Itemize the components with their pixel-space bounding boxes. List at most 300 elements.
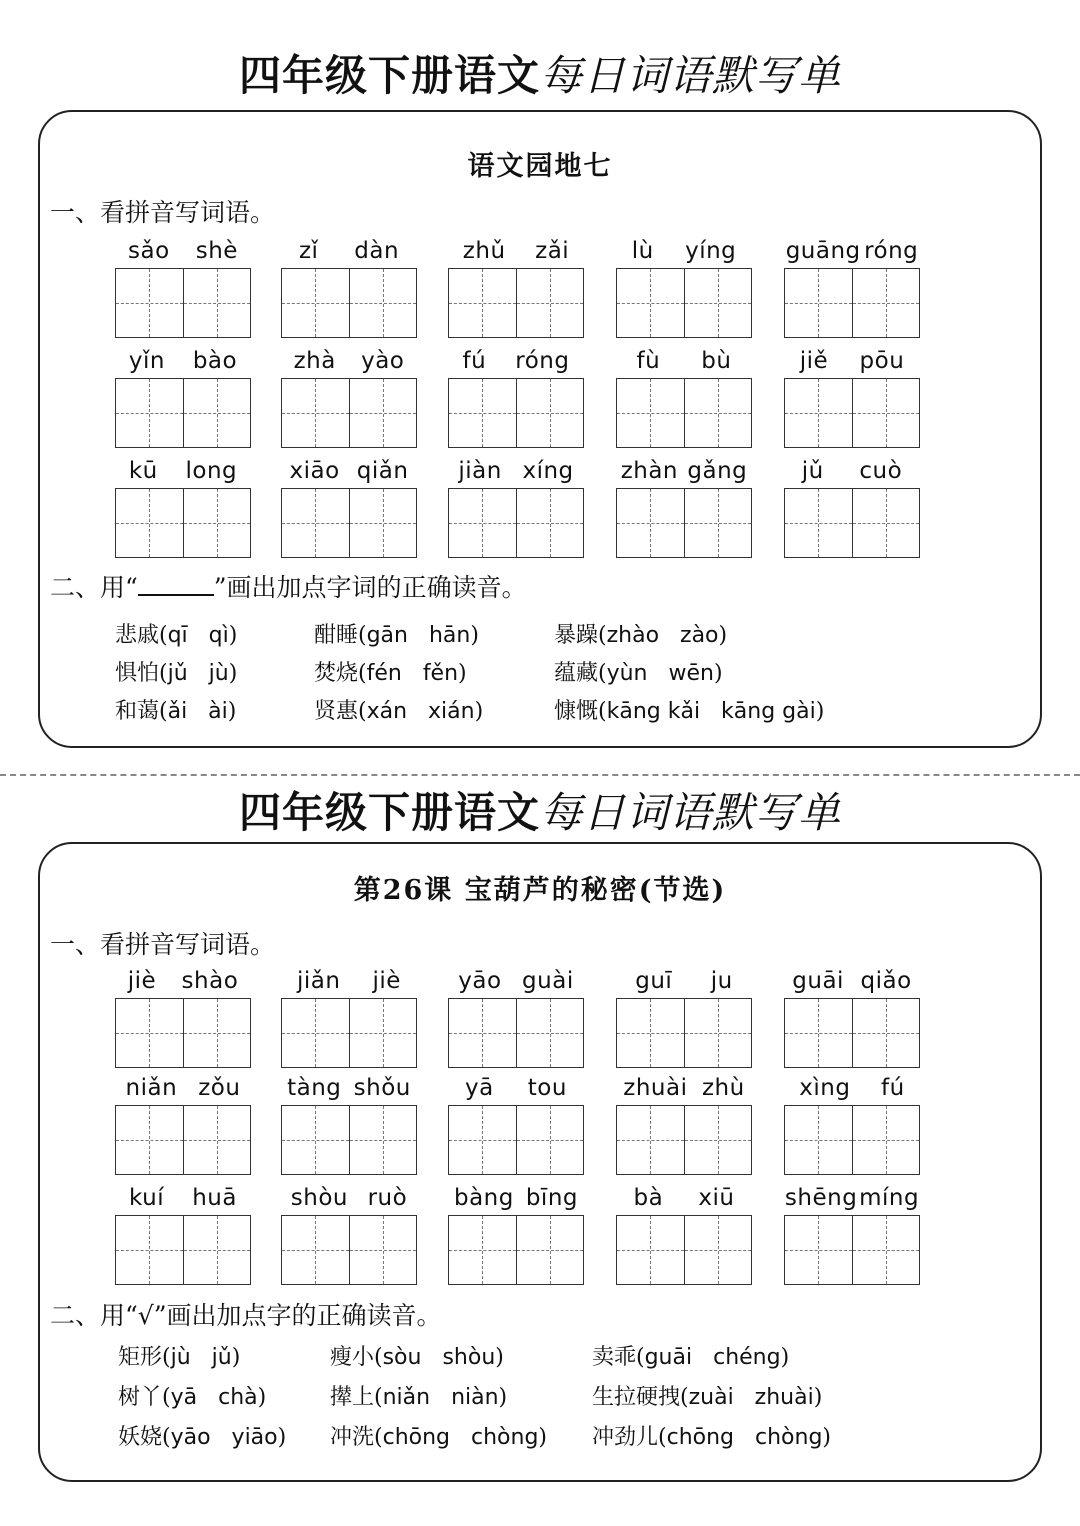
writing-grid[interactable] xyxy=(281,1105,417,1175)
closing-paren: ) xyxy=(228,661,238,686)
pinyin-syllable: yào xyxy=(361,348,405,374)
tianzige-cell[interactable] xyxy=(852,379,920,447)
closing-paren: ) xyxy=(277,1425,287,1450)
writing-grid[interactable] xyxy=(616,268,752,338)
dotted-word: 生拉硬拽( xyxy=(592,1385,689,1410)
reading-choice xyxy=(554,694,824,725)
tianzige-cell[interactable] xyxy=(349,269,417,337)
tianzige-cell[interactable] xyxy=(183,1106,251,1174)
pinyin-label xyxy=(616,238,752,268)
pinyin-syllable: yǐn xyxy=(128,348,165,374)
tianzige-cell[interactable] xyxy=(183,379,251,447)
pinyin-syllable: shào xyxy=(181,968,239,994)
pinyin-label xyxy=(616,348,752,378)
writing-grid[interactable] xyxy=(281,488,417,558)
pinyin-syllable: shēng xyxy=(784,1185,858,1211)
tianzige-cell[interactable] xyxy=(684,1216,752,1284)
reading-option[interactable]: zào xyxy=(680,623,719,648)
section-1-heading: 一、看拼音写词语。 xyxy=(50,930,276,959)
reading-option[interactable]: jǔ xyxy=(167,661,188,686)
pinyin-word-box xyxy=(281,458,417,558)
tianzige-cell[interactable] xyxy=(516,269,584,337)
reading-option[interactable]: jù xyxy=(208,661,229,686)
dotted-word: 酣睡( xyxy=(314,623,367,648)
reading-option[interactable]: jù xyxy=(170,1345,191,1370)
tianzige-cell[interactable] xyxy=(785,999,852,1067)
dotted-word: 焚烧( xyxy=(314,661,367,686)
pinyin-word-box xyxy=(784,968,920,1068)
tianzige-cell[interactable] xyxy=(516,489,584,557)
reading-choice xyxy=(592,1340,789,1371)
pinyin-word-box xyxy=(784,1185,920,1285)
title-part-a: 四年级下册语文 xyxy=(238,51,540,100)
reading-choice xyxy=(314,656,467,687)
tianzige-cell[interactable] xyxy=(852,999,920,1067)
closing-paren: ) xyxy=(813,1385,823,1410)
section-2-heading xyxy=(50,568,527,604)
page-title xyxy=(0,51,1080,100)
pinyin-word-box xyxy=(281,1185,417,1285)
pinyin-syllable: míng xyxy=(859,1185,920,1211)
tianzige-cell[interactable] xyxy=(282,999,349,1067)
pinyin-syllable: pōu xyxy=(859,348,905,374)
pinyin-syllable: sǎo xyxy=(128,238,170,264)
tianzige-cell[interactable] xyxy=(183,269,251,337)
pinyin-syllable: zhù xyxy=(701,1075,745,1101)
pinyin-syllable: fú xyxy=(462,348,487,374)
tianzige-cell[interactable] xyxy=(449,269,516,337)
tianzige-cell[interactable] xyxy=(617,269,684,337)
reading-choice xyxy=(592,1380,822,1411)
reading-option[interactable]: fěn xyxy=(422,661,459,686)
writing-grid[interactable] xyxy=(448,488,584,558)
dotted-word: 树丫( xyxy=(118,1385,171,1410)
pinyin-label xyxy=(448,348,584,378)
tianzige-cell[interactable] xyxy=(785,269,852,337)
pinyin-syllable: yāo xyxy=(458,968,502,994)
tianzige-cell[interactable] xyxy=(617,379,684,447)
reading-option[interactable]: chòng xyxy=(755,1425,823,1450)
pinyin-syllable: zǎi xyxy=(535,238,570,264)
reading-option[interactable]: shòu xyxy=(442,1345,496,1370)
closing-paren: ) xyxy=(498,1385,508,1410)
tianzige-cell[interactable] xyxy=(449,999,516,1067)
tianzige-cell[interactable] xyxy=(116,269,183,337)
reading-option[interactable]: niǎn xyxy=(382,1385,431,1410)
lesson-title: 语文园地七 xyxy=(467,151,613,182)
tianzige-cell[interactable] xyxy=(282,379,349,447)
pinyin-syllable: kū xyxy=(128,458,158,484)
pinyin-word-box xyxy=(616,1185,752,1285)
tianzige-cell[interactable] xyxy=(785,1216,852,1284)
reading-option[interactable]: chōng xyxy=(666,1425,735,1450)
reading-option[interactable]: yāo xyxy=(170,1425,211,1450)
reading-choice xyxy=(115,656,237,687)
tianzige-cell[interactable] xyxy=(617,1216,684,1284)
section-2-suffix: ”画出加点字词的正确读音。 xyxy=(213,573,527,602)
pinyin-syllable: xíng xyxy=(522,458,574,484)
writing-grid[interactable] xyxy=(616,1105,752,1175)
closing-paren: ) xyxy=(495,1345,504,1370)
pinyin-syllable: ruò xyxy=(367,1185,408,1211)
dotted-word: 贤惠( xyxy=(314,699,367,724)
reading-option[interactable]: zuài xyxy=(688,1385,734,1410)
reading-option[interactable]: gān xyxy=(366,623,408,648)
closing-paren: ) xyxy=(780,1345,790,1370)
pinyin-word-box xyxy=(784,1075,920,1175)
writing-grid[interactable] xyxy=(281,1215,417,1285)
tianzige-cell[interactable] xyxy=(684,379,752,447)
tianzige-cell[interactable] xyxy=(349,1216,417,1284)
writing-grid[interactable] xyxy=(448,268,584,338)
pinyin-word-box xyxy=(616,968,752,1068)
tianzige-cell[interactable] xyxy=(852,489,920,557)
dotted-word: 惧怕( xyxy=(115,661,168,686)
dotted-word: 慷慨( xyxy=(554,699,607,724)
pinyin-label xyxy=(784,238,920,268)
writing-grid[interactable] xyxy=(784,488,920,558)
pinyin-word-box xyxy=(616,458,752,558)
reading-choice xyxy=(118,1420,286,1451)
tianzige-cell[interactable] xyxy=(684,999,752,1067)
writing-grid[interactable] xyxy=(616,1215,752,1285)
pinyin-word-box xyxy=(115,1185,251,1285)
writing-grid[interactable] xyxy=(115,488,251,558)
pinyin-syllable: qiǎo xyxy=(860,968,912,994)
tianzige-cell[interactable] xyxy=(116,1216,183,1284)
writing-grid[interactable] xyxy=(616,378,752,448)
pinyin-label xyxy=(448,238,584,268)
pinyin-syllable: lù xyxy=(631,238,654,264)
writing-grid[interactable] xyxy=(115,268,251,338)
writing-grid[interactable] xyxy=(115,1215,251,1285)
reading-option[interactable]: ài xyxy=(208,699,228,724)
tianzige-cell[interactable] xyxy=(852,269,920,337)
pinyin-label xyxy=(115,1185,251,1215)
reading-option[interactable]: chéng xyxy=(713,1345,781,1370)
dotted-word: 暴躁( xyxy=(554,623,607,648)
writing-grid[interactable] xyxy=(448,1105,584,1175)
tianzige-cell[interactable] xyxy=(282,1216,349,1284)
tianzige-cell[interactable] xyxy=(449,489,516,557)
writing-grid[interactable] xyxy=(784,378,920,448)
cut-line-divider xyxy=(0,774,1080,776)
tianzige-cell[interactable] xyxy=(116,999,183,1067)
reading-option[interactable]: niàn xyxy=(451,1385,499,1410)
tianzige-cell[interactable] xyxy=(785,489,852,557)
pinyin-label xyxy=(115,348,251,378)
pinyin-word-box xyxy=(448,968,584,1068)
reading-option[interactable]: ǎi xyxy=(167,699,188,724)
dotted-word: 妖娆( xyxy=(118,1425,171,1450)
closing-paren: ) xyxy=(231,1345,241,1370)
closing-paren: ) xyxy=(227,699,237,724)
tianzige-cell[interactable] xyxy=(349,1106,417,1174)
pinyin-word-box xyxy=(448,1185,584,1285)
pinyin-label xyxy=(281,458,417,488)
tianzige-cell[interactable] xyxy=(183,999,251,1067)
reading-option[interactable]: guāi xyxy=(644,1345,693,1370)
pinyin-label xyxy=(115,238,251,268)
reading-option[interactable]: yùn xyxy=(606,661,648,686)
tianzige-cell[interactable] xyxy=(852,1106,920,1174)
pinyin-syllable: fù xyxy=(636,348,661,374)
tianzige-cell[interactable] xyxy=(349,489,417,557)
reading-option[interactable]: zhuài xyxy=(754,1385,814,1410)
reading-option[interactable]: yā xyxy=(170,1385,198,1410)
pinyin-syllable: yíng xyxy=(685,238,737,264)
pinyin-word-box xyxy=(616,238,752,338)
tianzige-cell[interactable] xyxy=(684,489,752,557)
dotted-word: 蕴藏( xyxy=(554,661,607,686)
writing-grid[interactable] xyxy=(448,998,584,1068)
tianzige-cell[interactable] xyxy=(116,489,183,557)
title-part-b: 每日词语默写单 xyxy=(540,788,842,837)
pinyin-word-box xyxy=(115,238,251,338)
pinyin-word-box xyxy=(281,1075,417,1175)
writing-grid[interactable] xyxy=(448,378,584,448)
reading-option[interactable]: qì xyxy=(208,623,229,648)
pinyin-label xyxy=(616,968,752,998)
pinyin-syllable: niǎn xyxy=(125,1075,178,1101)
reading-option[interactable]: yiāo xyxy=(231,1425,278,1450)
pinyin-label xyxy=(784,458,920,488)
tianzige-cell[interactable] xyxy=(516,999,584,1067)
pinyin-syllable: jiàn xyxy=(458,458,502,484)
reading-option[interactable]: chōng xyxy=(382,1425,451,1450)
pinyin-label xyxy=(784,968,920,998)
reading-option[interactable]: hān xyxy=(428,623,471,648)
section-1-heading: 一、看拼音写词语。 xyxy=(50,198,276,227)
pinyin-syllable: xiāo xyxy=(289,458,340,484)
pinyin-syllable: long xyxy=(185,458,238,484)
dotted-word: 悲戚( xyxy=(115,623,168,648)
tianzige-cell[interactable] xyxy=(617,1106,684,1174)
pinyin-label xyxy=(281,968,417,998)
writing-grid[interactable] xyxy=(115,1105,251,1175)
closing-paren: ) xyxy=(474,699,484,724)
closing-paren: ) xyxy=(815,699,825,724)
reading-option[interactable]: xián xyxy=(428,699,475,724)
dotted-word: 瘦小( xyxy=(330,1345,383,1370)
pinyin-syllable: bīng xyxy=(525,1185,578,1211)
tianzige-cell[interactable] xyxy=(116,1106,183,1174)
writing-grid[interactable] xyxy=(784,268,920,338)
tianzige-cell[interactable] xyxy=(785,379,852,447)
reading-choice xyxy=(314,618,479,649)
underline-sample xyxy=(138,572,214,596)
dotted-word: 撵上( xyxy=(330,1385,383,1410)
pinyin-syllable: yā xyxy=(465,1075,494,1101)
reading-choice xyxy=(592,1420,831,1451)
pinyin-label xyxy=(115,968,251,998)
title-part-b: 每日词语默写单 xyxy=(540,51,842,100)
tianzige-cell[interactable] xyxy=(282,1106,349,1174)
writing-grid[interactable] xyxy=(281,378,417,448)
pinyin-word-box xyxy=(616,1075,752,1175)
reading-choice xyxy=(118,1340,240,1371)
reading-option[interactable]: xán xyxy=(366,699,408,724)
closing-paren: ) xyxy=(458,661,467,686)
pinyin-word-box xyxy=(784,238,920,338)
tianzige-cell[interactable] xyxy=(684,1106,752,1174)
pinyin-label xyxy=(616,1075,752,1105)
pinyin-syllable: guài xyxy=(522,968,574,994)
pinyin-syllable: xiū xyxy=(698,1185,735,1211)
pinyin-syllable: dàn xyxy=(354,238,400,264)
pinyin-syllable: zhuài xyxy=(623,1075,688,1101)
tianzige-cell[interactable] xyxy=(684,269,752,337)
writing-grid[interactable] xyxy=(281,998,417,1068)
pinyin-word-box xyxy=(281,238,417,338)
pinyin-word-box xyxy=(115,1075,251,1175)
reading-choice xyxy=(115,694,236,725)
pinyin-syllable: shǒu xyxy=(353,1075,411,1101)
pinyin-syllable: tàng xyxy=(287,1075,342,1101)
pinyin-syllable: huā xyxy=(192,1185,237,1211)
reading-choice xyxy=(115,618,237,649)
tianzige-cell[interactable] xyxy=(516,1106,584,1174)
closing-paren: ) xyxy=(718,623,728,648)
pinyin-syllable: jiǎn xyxy=(297,968,341,994)
tianzige-cell[interactable] xyxy=(852,1216,920,1284)
pinyin-syllable: ju xyxy=(710,968,733,994)
section-2-heading: 二、用“√”画出加点字的正确读音。 xyxy=(50,1301,442,1330)
pinyin-word-box xyxy=(281,968,417,1068)
pinyin-label xyxy=(281,1075,417,1105)
pinyin-label xyxy=(448,1185,584,1215)
tianzige-cell[interactable] xyxy=(516,1216,584,1284)
pinyin-label xyxy=(448,1075,584,1105)
tianzige-cell[interactable] xyxy=(449,1106,516,1174)
reading-choice xyxy=(314,694,483,725)
reading-choice xyxy=(118,1380,266,1411)
pinyin-syllable: shòu xyxy=(290,1185,348,1211)
reading-choice xyxy=(330,1420,547,1451)
closing-paren: ) xyxy=(538,1425,548,1450)
writing-grid[interactable] xyxy=(784,998,920,1068)
tianzige-cell[interactable] xyxy=(183,1216,251,1284)
pinyin-word-box xyxy=(616,348,752,448)
tianzige-cell[interactable] xyxy=(516,379,584,447)
writing-grid[interactable] xyxy=(784,1105,920,1175)
tianzige-cell[interactable] xyxy=(282,489,349,557)
writing-grid[interactable] xyxy=(616,488,752,558)
pinyin-word-box xyxy=(115,348,251,448)
pinyin-syllable: tou xyxy=(527,1075,567,1101)
pinyin-syllable: róng xyxy=(515,348,570,374)
writing-grid[interactable] xyxy=(281,268,417,338)
tianzige-cell[interactable] xyxy=(617,489,684,557)
pinyin-label xyxy=(448,968,584,998)
pinyin-syllable: zhàn xyxy=(620,458,679,484)
writing-grid[interactable] xyxy=(115,378,251,448)
pinyin-syllable: zhà xyxy=(293,348,336,374)
tianzige-cell[interactable] xyxy=(349,379,417,447)
pinyin-syllable: guī xyxy=(635,968,673,994)
writing-grid[interactable] xyxy=(616,998,752,1068)
reading-option[interactable]: qī xyxy=(167,623,188,648)
tianzige-cell[interactable] xyxy=(183,489,251,557)
closing-paren: ) xyxy=(822,1425,832,1450)
pinyin-syllable: shè xyxy=(195,238,238,264)
pinyin-syllable: bà xyxy=(633,1185,664,1211)
pinyin-syllable: cuò xyxy=(859,458,903,484)
closing-paren: ) xyxy=(713,661,723,686)
pinyin-label xyxy=(281,348,417,378)
pinyin-word-box xyxy=(784,348,920,448)
reading-choice xyxy=(554,618,727,649)
writing-grid[interactable] xyxy=(115,998,251,1068)
page-title xyxy=(0,788,1080,837)
pinyin-syllable: jiě xyxy=(799,348,829,374)
pinyin-syllable: jiè xyxy=(127,968,157,994)
writing-grid[interactable] xyxy=(448,1215,584,1285)
reading-option[interactable]: fén xyxy=(366,661,402,686)
pinyin-word-box xyxy=(784,458,920,558)
pinyin-syllable: bù xyxy=(701,348,732,374)
tianzige-cell[interactable] xyxy=(449,379,516,447)
title-part-a: 四年级下册语文 xyxy=(238,788,540,837)
dotted-word: 冲洗( xyxy=(330,1425,383,1450)
tianzige-cell[interactable] xyxy=(349,999,417,1067)
reading-option[interactable]: sòu xyxy=(382,1345,422,1370)
pinyin-label xyxy=(616,458,752,488)
pinyin-syllable: qiǎn xyxy=(356,458,409,484)
dotted-word: 矩形( xyxy=(118,1345,171,1370)
reading-option[interactable]: zhào xyxy=(606,623,660,648)
reading-option[interactable]: kāng kǎi xyxy=(606,699,701,724)
reading-choice xyxy=(330,1380,507,1411)
dotted-word: 卖乖( xyxy=(592,1345,645,1370)
pinyin-syllable: kuí xyxy=(129,1185,165,1211)
pinyin-syllable: bào xyxy=(192,348,238,374)
pinyin-label xyxy=(784,1185,920,1215)
tianzige-cell[interactable] xyxy=(785,1106,852,1174)
tianzige-cell[interactable] xyxy=(116,379,183,447)
pinyin-label xyxy=(115,458,251,488)
lesson-title: 第26课 宝葫芦的秘密(节选) xyxy=(353,875,727,906)
pinyin-label xyxy=(448,458,584,488)
pinyin-syllable: guāi xyxy=(792,968,844,994)
reading-option[interactable]: wēn xyxy=(668,661,714,686)
tianzige-cell[interactable] xyxy=(449,1216,516,1284)
pinyin-label xyxy=(281,238,417,268)
writing-grid[interactable] xyxy=(784,1215,920,1285)
reading-option[interactable]: jǔ xyxy=(211,1345,232,1370)
dotted-word: 冲劲儿( xyxy=(592,1425,667,1450)
reading-choice xyxy=(330,1340,504,1371)
pinyin-word-box xyxy=(115,458,251,558)
pinyin-syllable: gǎng xyxy=(687,458,748,484)
pinyin-word-box xyxy=(448,238,584,338)
pinyin-word-box xyxy=(448,348,584,448)
reading-option[interactable]: chà xyxy=(218,1385,258,1410)
pinyin-label xyxy=(281,1185,417,1215)
closing-paren: ) xyxy=(228,623,238,648)
pinyin-syllable: zǐ xyxy=(298,238,319,264)
closing-paren: ) xyxy=(470,623,479,648)
reading-option[interactable]: kāng gài xyxy=(721,699,816,724)
pinyin-label xyxy=(784,1075,920,1105)
pinyin-label xyxy=(115,1075,251,1105)
pinyin-syllable: zǒu xyxy=(198,1075,241,1101)
tianzige-cell[interactable] xyxy=(282,269,349,337)
section-2-prefix: 二、用“ xyxy=(50,573,138,602)
pinyin-word-box xyxy=(448,1075,584,1175)
reading-option[interactable]: chòng xyxy=(471,1425,539,1450)
tianzige-cell[interactable] xyxy=(617,999,684,1067)
